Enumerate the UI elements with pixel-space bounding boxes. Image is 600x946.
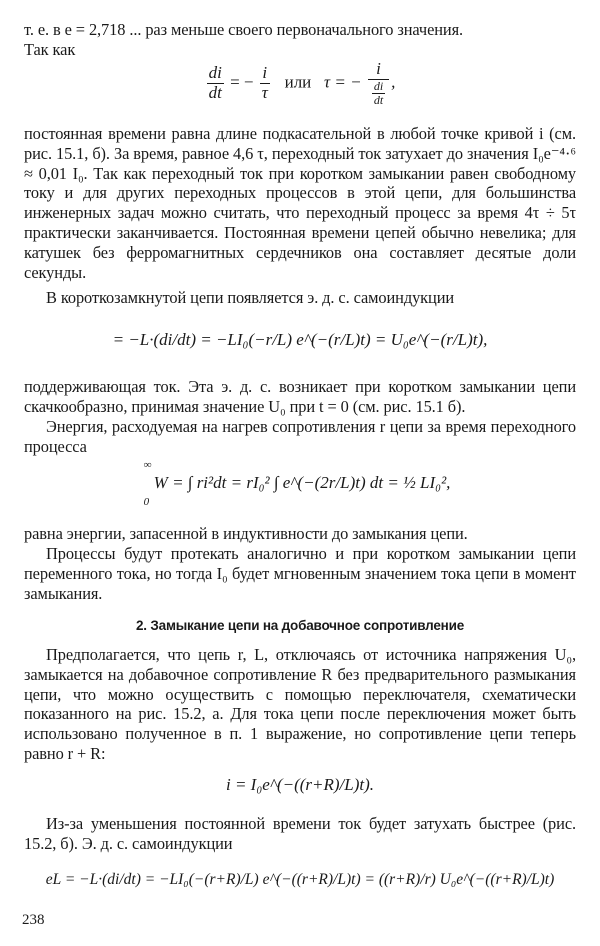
- equation-self-induction-emf: = −L·(di/dt) = −LI₀(−r/L) e^(−(r/L)t) = U₀e^(−(r/L)t),: [112, 330, 488, 349]
- paragraph: Из-за уменьшения постоянной времени ток будет затухать быстрее (рис. 15.2, б). Э. д. с. самоиндукции: [24, 814, 576, 853]
- equation-emf-with-resistor: eL = −L·(di/dt) = −LI₀(−(r+R)/L) e^(−((r+R)/L)t) = ((r+R)/r) U₀e^(−((r+R)/L)t): [45, 871, 555, 888]
- paragraph: Предполагается, что цепь r, L, отключаясь от источника напряжения U₀, замыкается на добавочное сопротивление R без предварительного размыкания цепи, что можно осуществить с помощью переключателя, схематически показанного на рис. 15.2, а. Для тока цепи после переключения может быть использовано полученное в п. 1 выражение, но сопротивление цепи теперь равно r + R:: [24, 645, 576, 763]
- paragraph-line: Так как: [24, 40, 76, 59]
- equation-current-decay: i = I₀e^(−((r+R)/L)t).: [225, 775, 375, 794]
- paragraph: В короткозамкнутой цепи появляется э. д. с. самоиндукции: [46, 288, 455, 307]
- paragraph: равна энергии, запасенной в индуктивности до замыкания цепи.: [24, 524, 468, 543]
- paragraph: поддерживающая ток. Эта э. д. с. возникает при коротком замыкании цепи скачкообразно, принимая значение U₀ при t = 0 (см. рис. 15.1 б).: [24, 377, 576, 416]
- paragraph: постоянная времени равна длине подкасательной в любой точке кривой i (см. рис. 15.1, б). За время, равное 4,6 τ, переходный ток затухает до значения I₀e⁻⁴·⁶ ≈ 0,01 I₀. Так как переходный ток при коротком замыкании равен свободному току и для других переходных процессов в этой цепи, для большинства инженерных задач можно считать, что переходный процесс за время 4τ ÷ 5τ практически заканчивается. Постоянная времени цепей обычно невелика; для катушек без ферромагнитных сердечников она составляет десятые доли секунды.: [24, 124, 576, 282]
- equation-energy: ∞ 0 W = ∫ ri²dt = rI₀² ∫ e^(−(2r/L)t) dt = ½ LI₀²,: [143, 459, 451, 509]
- section-heading: 2. Замыкание цепи на добавочное сопротивление: [135, 618, 465, 633]
- paragraph-line: т. е. в e = 2,718 ... раз меньше своего первоначального значения.: [24, 20, 464, 39]
- paragraph: Процессы будут протекать аналогично и при коротком замыкании цепи переменного тока, но тогда I₀ будет мгновенным значением тока цепи в момент замыкания.: [24, 544, 576, 603]
- equation-time-constant: $\frac{di}{dt}$ = − $\frac{i}{\tau}$ или τ = − $\frac{i}{\frac{di}{dt}}$ ,: [208, 59, 396, 107]
- paragraph: Энергия, расходуемая на нагрев сопротивления r цепи за время переходного процесса: [24, 417, 576, 456]
- page-number: 238: [22, 912, 45, 928]
